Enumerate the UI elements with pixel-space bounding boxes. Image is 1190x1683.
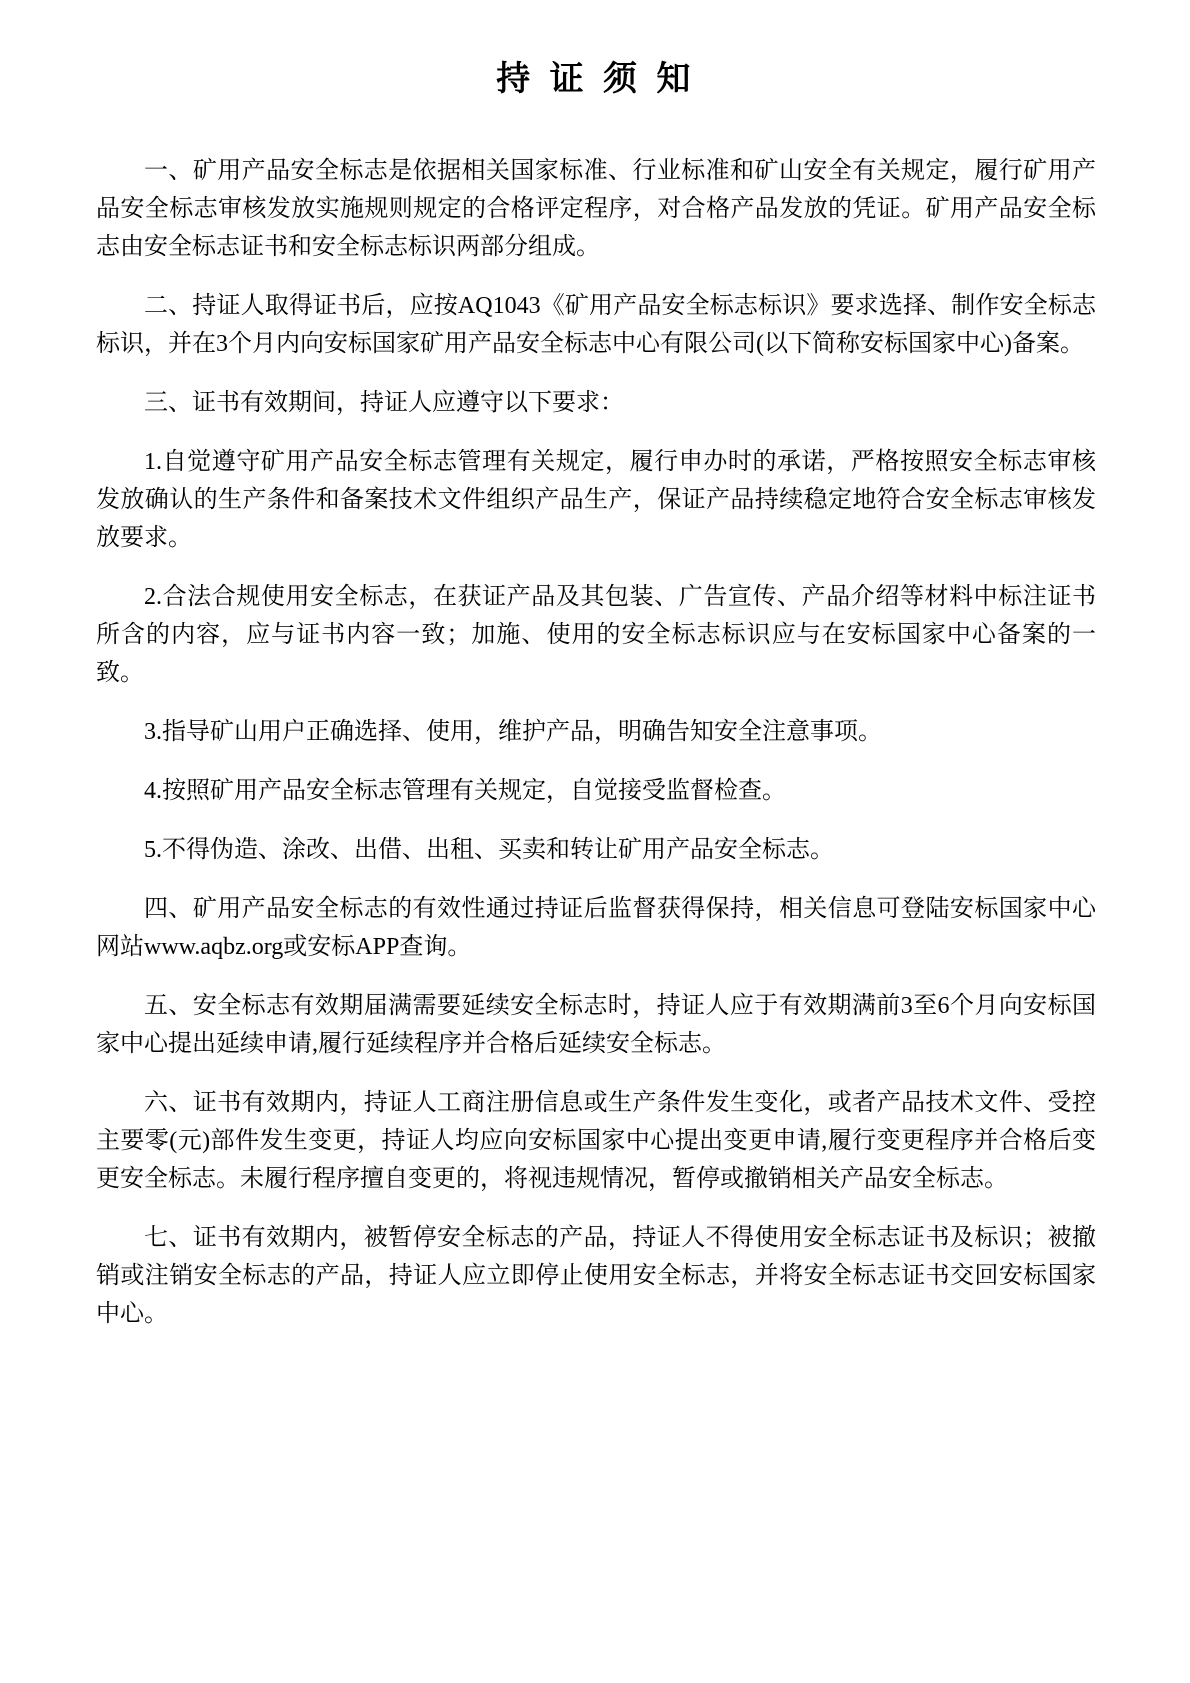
- paragraph-section-7: 七、证书有效期内，被暂停安全标志的产品，持证人不得使用安全标志证书及标识；被撤销或注销安全标志的产品，持证人应立即停止使用安全标志，并将安全标志证书交回安标国家中心。: [96, 1225, 1096, 1327]
- paragraph-section-3-item-5: 5.不得伪造、涂改、出借、出租、买卖和转让矿用产品安全标志。: [144, 837, 834, 863]
- paragraph-section-1: 一、矿用产品安全标志是依据相关国家标准、行业标准和矿山安全有关规定，履行矿用产品安全标志审核发放实施规则规定的合格评定程序，对合格产品发放的凭证。矿用产品安全标志由安全标志证书和安全标志标识两部分组成。: [96, 158, 1096, 260]
- paragraph-section-3: 三、证书有效期间，持证人应遵守以下要求：: [144, 390, 624, 416]
- document-title: 持 证 须 知: [496, 61, 696, 98]
- paragraph-section-3-item-1: 1.自觉遵守矿用产品安全标志管理有关规定，履行申办时的承诺，严格按照安全标志审核发放确认的生产条件和备案技术文件组织产品生产，保证产品持续稳定地符合安全标志审核发放要求。: [96, 449, 1096, 551]
- paragraph-section-6: 六、证书有效期内，持证人工商注册信息或生产条件发生变化，或者产品技术文件、受控主要零(元)部件发生变更，持证人均应向安标国家中心提出变更申请,履行变更程序并合格后变更安全标志。未履行程序擅自变更的，将视违规情况，暂停或撤销相关产品安全标志。: [96, 1090, 1096, 1192]
- paragraph-section-4: 四、矿用产品安全标志的有效性通过持证后监督获得保持，相关信息可登陆安标国家中心网站www.aqbz.org或安标APP查询。: [96, 896, 1096, 960]
- paragraph-section-5: 五、安全标志有效期届满需要延续安全标志时，持证人应于有效期满前3至6个月向安标国家中心提出延续申请,履行延续程序并合格后延续安全标志。: [96, 993, 1096, 1057]
- paragraph-section-3-item-2: 2.合法合规使用安全标志，在获证产品及其包装、广告宣传、产品介绍等材料中标注证书所含的内容，应与证书内容一致；加施、使用的安全标志标识应与在安标国家中心备案的一致。: [96, 584, 1096, 686]
- paragraph-section-2: 二、持证人取得证书后，应按AQ1043《矿用产品安全标志标识》要求选择、制作安全标志标识，并在3个月内向安标国家矿用产品安全标志中心有限公司(以下简称安标国家中心)备案。: [96, 293, 1096, 357]
- paragraph-section-3-item-4: 4.按照矿用产品安全标志管理有关规定，自觉接受监督检查。: [144, 778, 786, 804]
- paragraph-section-3-item-3: 3.指导矿山用户正确选择、使用，维护产品，明确告知安全注意事项。: [144, 719, 882, 745]
